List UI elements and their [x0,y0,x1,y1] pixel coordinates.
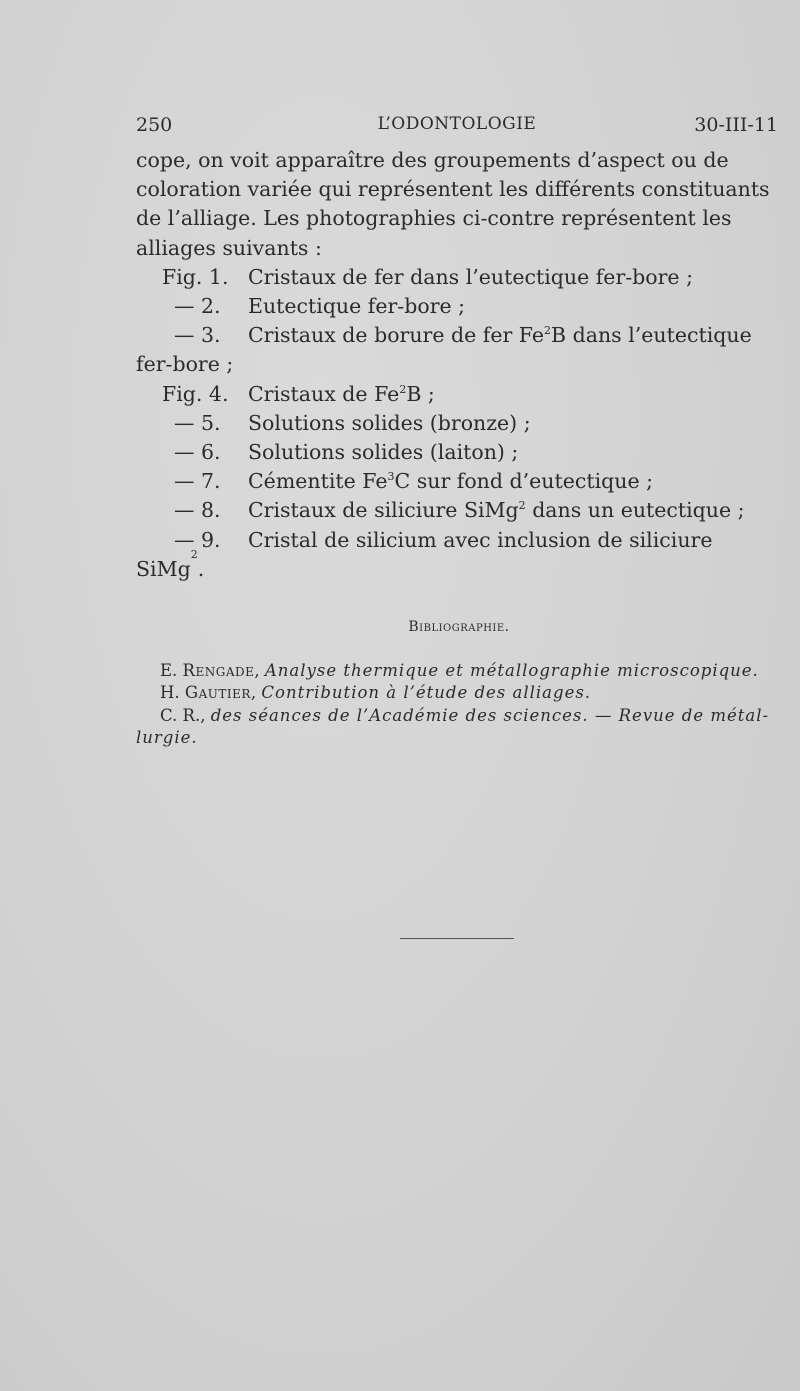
text-line: cope, on voit apparaître des groupements d’aspect ou de [136,148,729,172]
page-number: 250 [136,114,173,136]
figure-caption [136,467,782,496]
figure-text: Eutectique fer-bore ; [248,294,466,319]
body-text [136,146,782,584]
work-title: des séances de l’Académie des sciences. — Revue de métal- [210,705,770,725]
bibliography-entry-continuation [136,727,782,749]
bibliography-entry: H. Gautier, Contribution à l’étude des alliages. [160,683,592,703]
figure-text: Solutions solides (laiton) ; [248,440,519,465]
figure-label: Fig. 4. [162,381,229,406]
issue-date: 30-III-11 [694,114,778,136]
figure-caption [136,292,782,321]
figure-caption [136,409,782,438]
figure-text: Cristaux de Fe$^2$B ; [248,381,435,406]
work-title: Analyse thermique et métallographie microscopique. [264,661,759,680]
figure-label: Fig. 1. [162,264,229,289]
figure-caption [136,321,782,350]
figure-text: Cristal de silicium avec inclusion de siliciure [248,527,713,552]
figure-text: Cristaux de siliciure SiMg$^2$ dans un eutectique ; [248,498,745,523]
figure-text: Cémentite Fe$^3$C sur fond d’eutectique ; [248,469,654,494]
figure-text: Cristaux de borure de fer Fe$^2$B dans l’eutectique [248,323,752,348]
journal-title: L’ODONTOLOGIE [377,114,537,134]
text-line: coloration variée qui représentent les différents constituants [136,177,770,202]
author: Rengade [182,661,255,680]
figure-caption-continuation: fer-bore ; [136,352,234,377]
running-header [136,114,778,142]
figure-caption [136,263,782,292]
figure-label: — 3. [174,323,221,348]
figure-label: — 5. [174,410,221,435]
figure-caption [136,526,782,555]
bibliography-entry: C. R., des séances de l’Académie des sciences. — Revue de métal- [160,705,770,725]
bibliography-entry: E. Rengade, Analyse thermique et métallographie microscopique. [160,661,759,680]
text-line: alliages suivants : [136,235,322,260]
figure-label: — 7. [174,469,221,494]
figure-caption [136,380,782,409]
section-divider [400,938,514,939]
figure-label: — 9. [174,527,221,552]
figure-caption-continuation: SiMg 2 . [136,547,205,581]
bibliography-list [136,660,782,750]
figure-label: — 2. [174,294,221,319]
figure-text: Solutions solides (bronze) ; [248,410,531,435]
work-title: lurgie. [136,728,198,748]
author: Gautier [184,683,251,703]
figure-label: — 8. [174,498,221,523]
text-line: de l’alliage. Les photographies ci-contre représentent les [136,206,732,231]
figure-text: Cristaux de fer dans l’eutectique fer-bore ; [248,264,693,289]
work-title: Contribution à l’étude des alliages. [261,683,592,703]
figure-caption [136,496,782,525]
figure-label: — 6. [174,440,221,465]
figure-caption [136,438,782,467]
bibliography-heading: Bibliographie. [408,619,510,635]
